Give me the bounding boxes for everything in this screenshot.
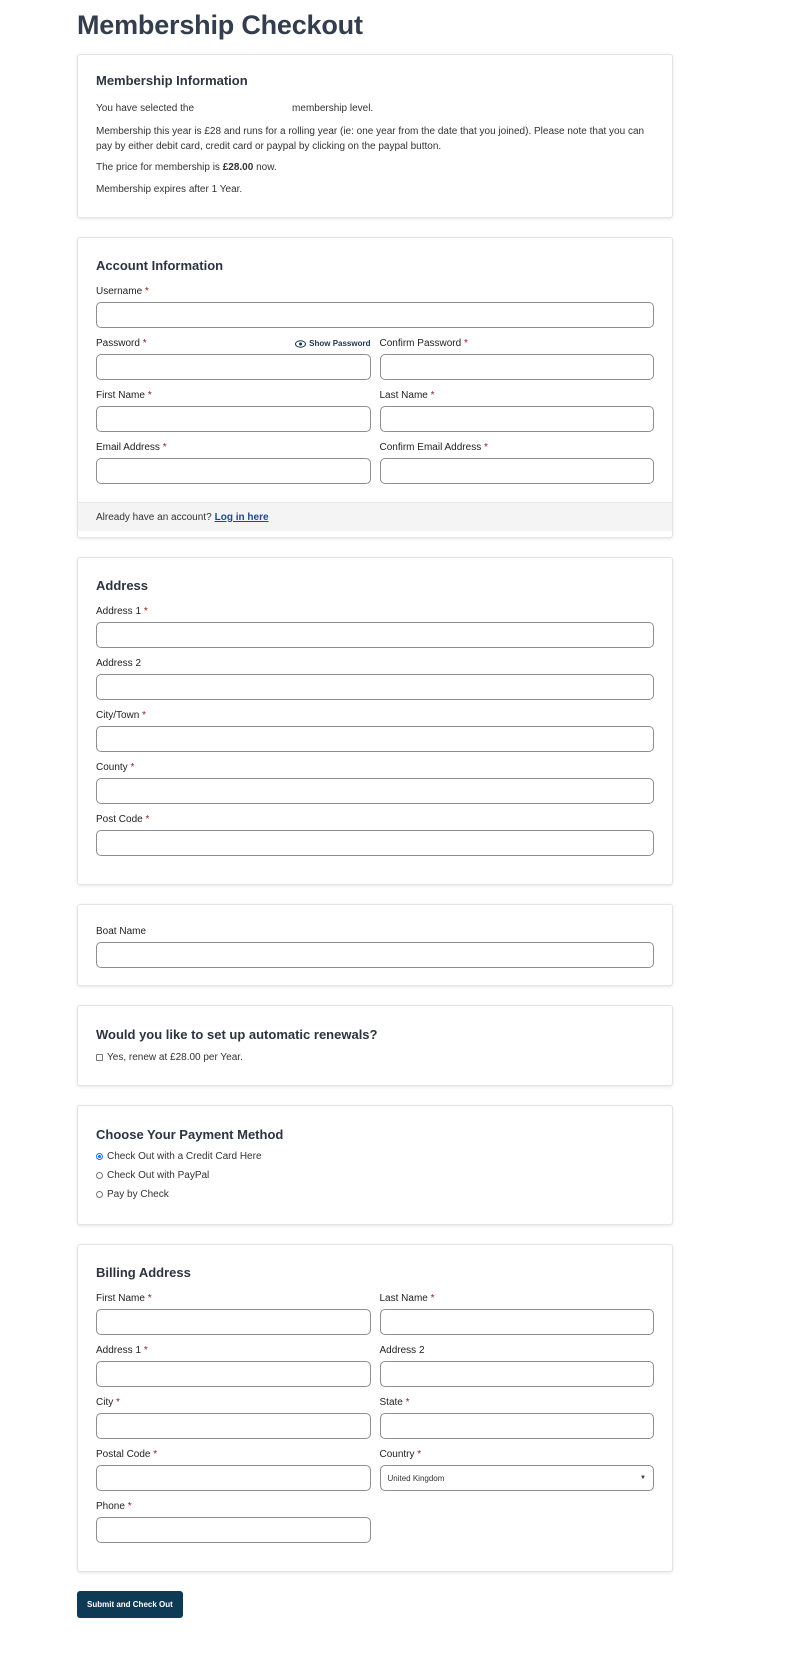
last-name-label: Last Name * xyxy=(379,390,435,401)
billing-last-name-label: Last Name * xyxy=(379,1293,435,1304)
renewals-card xyxy=(77,1005,673,1086)
billing-address1-input[interactable] xyxy=(96,1361,371,1387)
first-name-label: First Name * xyxy=(96,390,152,401)
billing-phone-label: Phone * xyxy=(96,1501,132,1512)
login-prompt-bar: Already have an account? Log in here xyxy=(78,502,672,531)
email-input[interactable] xyxy=(96,458,371,484)
membership-price-text: The price for membership is £28.00 now. xyxy=(96,162,277,173)
billing-address1-label: Address 1 * xyxy=(96,1345,148,1356)
eye-icon xyxy=(295,340,306,348)
billing-country-label: Country * xyxy=(379,1449,422,1460)
renew-option[interactable]: Yes, renew at £28.00 per Year. xyxy=(96,1048,654,1067)
billing-last-name-input[interactable] xyxy=(380,1309,655,1335)
boat-name-input[interactable] xyxy=(96,942,654,968)
billing-first-name-label: First Name * xyxy=(96,1293,152,1304)
email-label: Email Address * xyxy=(96,442,167,453)
billing-state-input[interactable] xyxy=(380,1413,655,1439)
payment-method-heading: Choose Your Payment Method xyxy=(96,1127,284,1142)
confirm-password-label: Confirm Password * xyxy=(379,338,468,349)
postcode-input[interactable] xyxy=(96,830,654,856)
address-heading: Address xyxy=(96,578,149,593)
confirm-email-label: Confirm Email Address * xyxy=(379,442,488,453)
membership-info-heading: Membership Information xyxy=(96,73,248,88)
billing-postal-label: Postal Code * xyxy=(96,1449,158,1460)
credit-card-radio[interactable] xyxy=(96,1153,103,1160)
billing-city-input[interactable] xyxy=(96,1413,371,1439)
login-link[interactable]: Log in here xyxy=(214,511,269,523)
billing-country-select[interactable]: United Kingdom ▼ xyxy=(380,1465,655,1491)
boat-name-card xyxy=(77,904,673,986)
membership-selected-text: You have selected the membership level. xyxy=(96,103,374,114)
payment-option-paypal[interactable]: Check Out with PayPal xyxy=(96,1166,654,1185)
paypal-radio[interactable] xyxy=(96,1172,103,1179)
postcode-label: Post Code * xyxy=(96,814,150,825)
address-card xyxy=(77,557,673,885)
boat-name-label: Boat Name xyxy=(96,926,147,937)
billing-address2-label: Address 2 xyxy=(379,1345,425,1356)
address1-label: Address 1 * xyxy=(96,606,148,617)
renew-checkbox[interactable] xyxy=(96,1054,103,1061)
account-info-card xyxy=(77,237,673,538)
confirm-password-input[interactable] xyxy=(380,354,655,380)
county-label: County * xyxy=(96,762,135,773)
chevron-down-icon: ▼ xyxy=(640,1475,646,1481)
show-password-toggle[interactable]: Show Password xyxy=(295,337,370,351)
checkout-page xyxy=(77,0,673,1618)
membership-info-card xyxy=(77,54,673,218)
payment-method-card xyxy=(77,1105,673,1225)
submit-checkout-button[interactable]: Submit and Check Out xyxy=(77,1591,183,1618)
membership-price: £28.00 xyxy=(222,162,254,173)
membership-description: Membership this year is £28 and runs for a rolling year (ie: one year from the date that you joined). Please note that you can pay by either debit card, credit card or paypal by clicking on the paypal button. xyxy=(96,126,645,152)
billing-address2-input[interactable] xyxy=(380,1361,655,1387)
city-label: City/Town * xyxy=(96,710,147,721)
billing-first-name-input[interactable] xyxy=(96,1309,371,1335)
billing-phone-input[interactable] xyxy=(96,1517,371,1543)
page-title: Membership Checkout xyxy=(77,10,363,40)
last-name-input[interactable] xyxy=(380,406,655,432)
billing-city-label: City * xyxy=(96,1397,120,1408)
renewals-heading: Would you like to set up automatic renewals? xyxy=(96,1027,378,1042)
billing-address-card xyxy=(77,1244,673,1572)
first-name-input[interactable] xyxy=(96,406,371,432)
password-input[interactable] xyxy=(96,354,371,380)
billing-state-label: State * xyxy=(379,1397,410,1408)
username-input[interactable] xyxy=(96,302,654,328)
address1-input[interactable] xyxy=(96,622,654,648)
billing-postal-input[interactable] xyxy=(96,1465,371,1491)
city-input[interactable] xyxy=(96,726,654,752)
payment-option-credit-card[interactable]: Check Out with a Credit Card Here xyxy=(96,1147,654,1166)
payment-option-check[interactable]: Pay by Check xyxy=(96,1185,654,1204)
password-label: Password * Show Password xyxy=(96,338,371,349)
billing-heading: Billing Address xyxy=(96,1265,191,1280)
account-info-heading: Account Information xyxy=(96,258,224,273)
address2-label: Address 2 xyxy=(96,658,142,669)
address2-input[interactable] xyxy=(96,674,654,700)
check-radio[interactable] xyxy=(96,1191,103,1198)
membership-expiry-text: Membership expires after 1 Year. xyxy=(96,184,243,195)
username-label: Username * xyxy=(96,286,149,297)
confirm-email-input[interactable] xyxy=(380,458,655,484)
county-input[interactable] xyxy=(96,778,654,804)
